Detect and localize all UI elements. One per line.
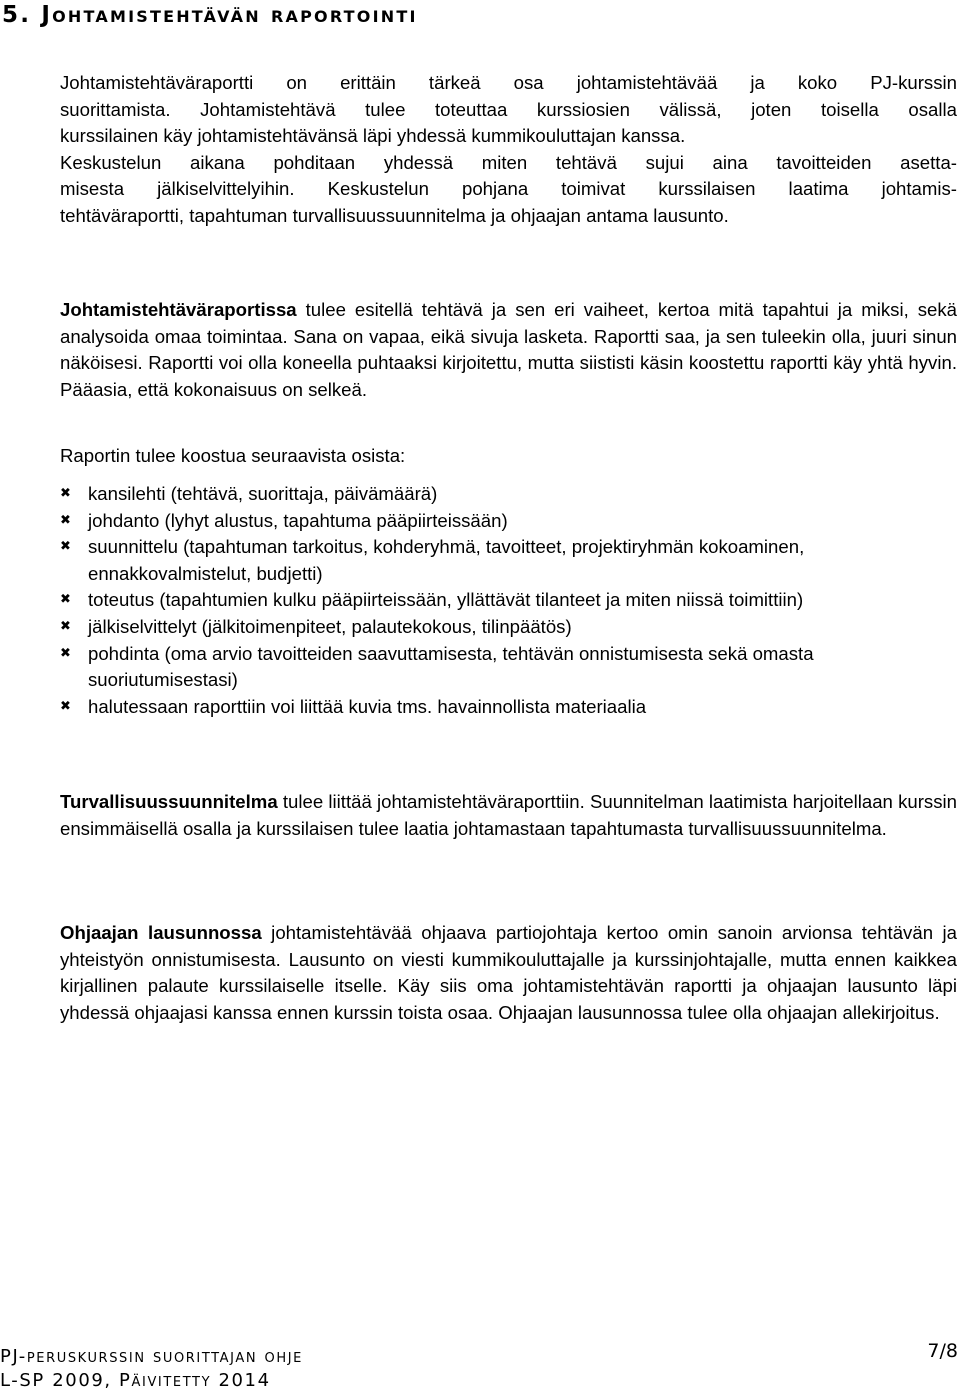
- intro-line: misesta jälkiselvittelyihin. Keskustelun pohjana toimivat kurssilaisen laatima johtamis-: [60, 178, 957, 199]
- page-title: 5. Johtamistehtävän raportointi: [2, 2, 418, 28]
- safety-plan-term: Turvallisuussuunnitelma: [60, 791, 278, 812]
- report-text: tulee esitellä tehtävä ja sen eri vaiheet, kertoa mitä tapahtui ja miksi, sekä analysoida omaa toimintaa. Sana on vapaa, eikä sivuja lasketa. Raportti saa, ja sen tuleekin olla, juuri sinun näköisesi. Raportti voi olla koneella puhtaaksi kirjoitettu, mutta siististi käsin koostettu raportti käy yhtä hyvin. Pääasia, että kokonaisuus on selkeä.: [60, 299, 957, 400]
- instructor-statement-text: johtamistehtävää ohjaava partiojohtaja kertoo omin sanoin arvionsa tehtävän ja yhteistyön onnistumisesta. Lausunto on viesti kummikouluttajalle ja kurssinjohtajalle, mutta ennen kaikkea kirjallinen palaute kurssilaiselle itselle. Käy siis oma johtamistehtävän raportti ja ohjaajan lausunto läpi yhdessä ohjaajasi kanssa ennen kurssin toista osaa. Ohjaajan lausunnossa tulee olla ohjaajan allekirjoitus.: [60, 922, 957, 1023]
- cross-bullet-icon: ✖: [60, 592, 71, 608]
- cross-bullet-icon: ✖: [60, 618, 71, 634]
- page-footer: [0, 1345, 303, 1393]
- report-paragraph: [60, 297, 957, 403]
- cross-bullet-icon: ✖: [60, 645, 71, 661]
- footer-line-2: L-SP 2009, Päivitetty 2014: [0, 1370, 271, 1391]
- list-item: [60, 534, 858, 587]
- list-item-text: toteutus (tapahtumien kulku pääpiirteissään, yllättävät tilanteet ja miten niissä toimittiin): [88, 589, 804, 611]
- list-item: [60, 481, 957, 508]
- list-item-text: jälkiselvittelyt (jälkitoimenpiteet, palautekokous, tilinpäätös): [88, 615, 572, 637]
- report-sections-list: [60, 481, 957, 720]
- list-item-text: halutessaan raporttiin voi liittää kuvia tms. havainnollista materiaalia: [88, 695, 647, 717]
- list-item-text: suunnittelu (tapahtuman tarkoitus, kohderyhmä, tavoitteet, projektiryhmän kokoaminen, ennakkovalmistelut, budjetti): [88, 536, 805, 584]
- intro-line: tehtäväraportti, tapahtuman turvallisuussuunnitelma ja ohjaajan antama lausunto.: [60, 204, 729, 226]
- instructor-statement-term: Ohjaajan lausunnossa: [60, 922, 262, 943]
- report-term: Johtamistehtäväraportissa: [60, 299, 297, 320]
- cross-bullet-icon: ✖: [60, 512, 71, 528]
- intro-paragraph: [60, 70, 957, 229]
- list-item: [60, 614, 957, 641]
- list-item: [60, 587, 918, 614]
- instructor-statement-paragraph: [60, 920, 957, 1026]
- list-item: [60, 694, 957, 721]
- cross-bullet-icon: ✖: [60, 698, 71, 714]
- cross-bullet-icon: ✖: [60, 486, 71, 501]
- page-number: 7/8: [927, 1340, 958, 1362]
- safety-plan-text: tulee liittää johtamistehtäväraporttiin. Suunnitelman laatimista harjoitellaan kurssin ensimmäisellä osalla ja kurssilaisen tulee laatia johtamastaan tapahtumasta turvallisuussuunnitelma.: [60, 791, 957, 839]
- intro-line: Johtamistehtäväraportti on erittäin tärkeä osa johtamistehtävää ja koko PJ-kurssin: [60, 72, 957, 93]
- safety-plan-paragraph: [60, 789, 957, 842]
- cross-bullet-icon: ✖: [60, 539, 71, 555]
- footer-line-1: PJ-peruskurssin suorittajan ohje: [0, 1346, 303, 1367]
- list-item: [60, 641, 948, 694]
- list-item-text: kansilehti (tehtävä, suorittaja, päivämäärä): [88, 483, 438, 504]
- list-item-text: johdanto (lyhyt alustus, tapahtuma pääpiirteissään): [88, 509, 508, 531]
- intro-line: suorittamista. Johtamistehtävä tulee toteuttaa kurssiosien välissä, joten toisella osalla: [60, 98, 957, 120]
- list-item-text: pohdinta (oma arvio tavoitteiden saavuttamisesta, tehtävän onnistumisesta sekä omasta suoriutumisestasi): [88, 642, 814, 691]
- list-intro: Raportin tulee koostua seuraavista osista:: [60, 445, 406, 466]
- list-item: [60, 508, 957, 535]
- intro-line: kurssilainen käy johtamistehtävänsä läpi yhdessä kummikouluttajan kanssa.: [60, 125, 686, 146]
- intro-line: Keskustelun aikana pohditaan yhdessä miten tehtävä sujui aina tavoitteiden asetta-: [60, 151, 957, 173]
